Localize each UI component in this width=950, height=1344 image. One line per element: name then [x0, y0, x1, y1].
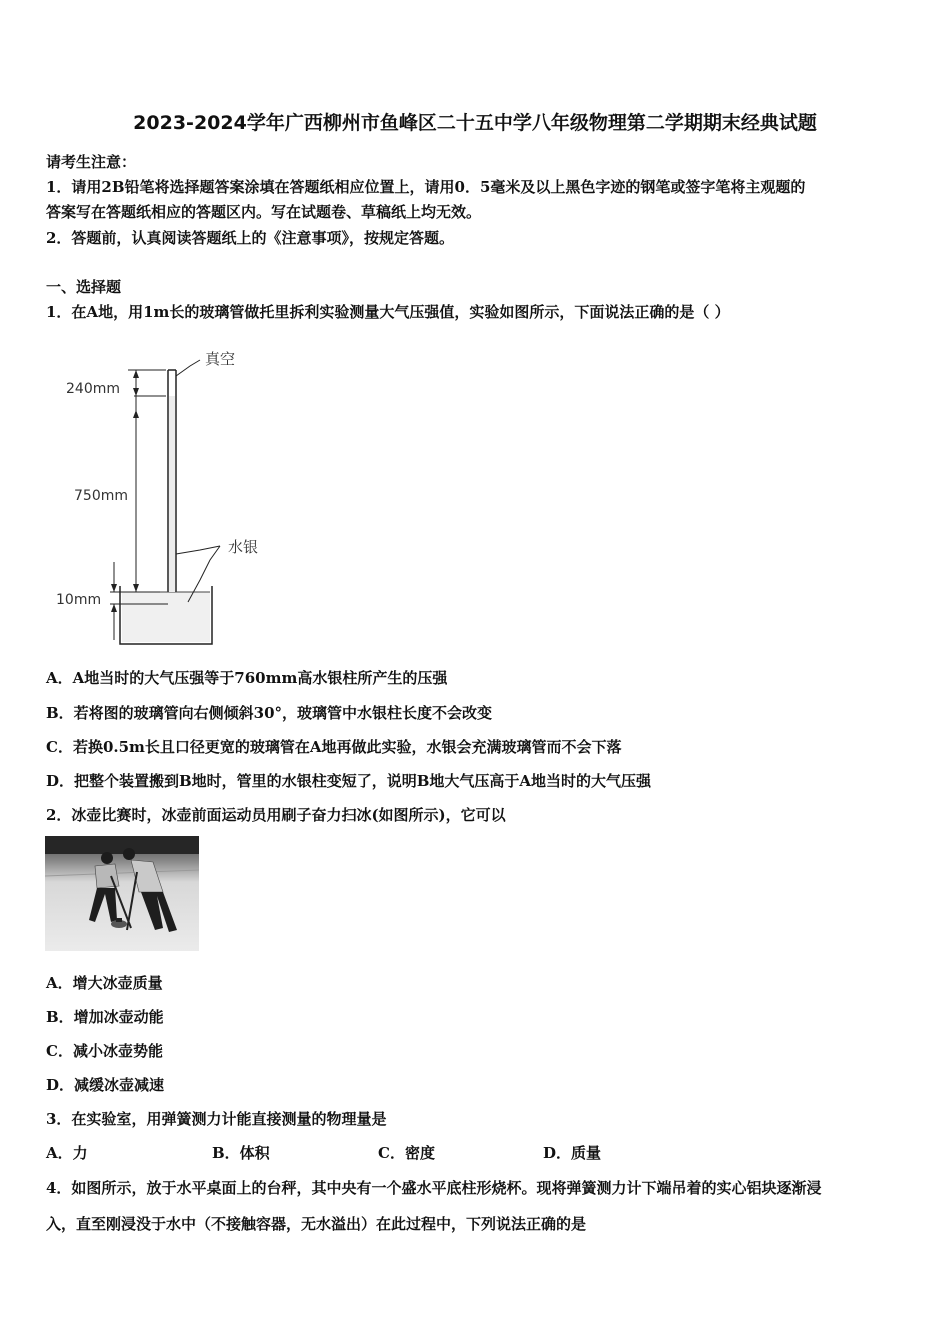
q1-option-a: A．A地当时的大气压强等于760mm高水银柱所产生的压强: [46, 669, 448, 687]
arrow-750-up: [133, 410, 139, 418]
notice-item-1-line-1: 1．请用2B铅笔将选择题答案涂填在答题纸相应位置上，请用0．5毫米及以上黑色字迹的钢笔或签字笔将主观题的: [46, 178, 806, 196]
q2-stem: 2．冰壶比赛时，冰壶前面运动员用刷子奋力扫冰(如图所示)，它可以: [46, 806, 506, 824]
label-10mm: 10mm: [56, 592, 102, 608]
notice-heading: 请考生注意：: [46, 153, 137, 171]
q3-option-b: B．体积: [212, 1144, 270, 1162]
q3-option-d: D．质量: [543, 1144, 602, 1162]
q3-stem: 3．在实验室，用弹簧测力计能直接测量的物理量是: [46, 1110, 387, 1128]
mercury-column: [169, 396, 175, 592]
sweeper-left-body: [95, 864, 119, 888]
mercury-leader-1: [176, 546, 220, 554]
arrow-10-down: [111, 584, 117, 592]
q1-option-d: D．把整个装置搬到B地时，管里的水银柱变短了，说明B地大气压高于A地当时的大气压强: [46, 772, 652, 790]
vacuum-leader-line: [176, 360, 200, 376]
q2-option-b: B．增加冰壶动能: [46, 1008, 164, 1026]
q1-option-c: C．若换0.5m长且口径更宽的玻璃管在A地再做此实验，水银会充满玻璃管而不会下落: [46, 738, 622, 756]
sweeper-right-head: [123, 848, 135, 860]
q1-stem: 1．在A地，用1m长的玻璃管做托里拆利实验测量大气压强值，实验如图所示，下面说法正确的是（ ）: [46, 303, 730, 321]
q4-stem-line-2: 入，直至刚浸没于水中（不接触容器，无水溢出）在此过程中，下列说法正确的是: [46, 1215, 587, 1233]
q4-stem-line-1: 4．如图所示，放于水平桌面上的台秤，其中央有一个盛水平底柱形烧杯。现将弹簧测力计下端吊着的实心铝块逐渐浸: [46, 1179, 822, 1197]
q3-option-a: A．力: [46, 1144, 88, 1162]
q2-option-d: D．减缓冰壶减速: [46, 1076, 165, 1094]
q1-option-b: B．若将图的玻璃管向右侧倾斜30°，玻璃管中水银柱长度不会改变: [46, 704, 493, 722]
arrow-10-up: [111, 604, 117, 612]
q2-option-a: A．增大冰壶质量: [46, 974, 163, 992]
torricelli-figure: [50, 340, 290, 650]
notice-item-2: 2．答题前，认真阅读答题纸上的《注意事项》，按规定答题。: [46, 229, 454, 247]
arrow-750-down: [133, 584, 139, 592]
arena-wall: [45, 836, 199, 854]
mercury-label: 水银: [228, 538, 259, 556]
label-240mm: 240mm: [66, 381, 120, 397]
arrow-240-down: [133, 388, 139, 396]
section-heading: 一、选择题: [46, 278, 122, 296]
label-750mm: 750mm: [74, 488, 128, 504]
q3-option-c: C．密度: [378, 1144, 435, 1162]
q2-option-c: C．减小冰壶势能: [46, 1042, 163, 1060]
arrow-240-up: [133, 370, 139, 378]
sweeper-left-head: [101, 852, 113, 864]
notice-item-1-line-2: 答案写在答题纸相应的答题区内。写在试题卷、草稿纸上均无效。: [46, 203, 482, 221]
curling-photo: [45, 836, 199, 951]
curling-stone-handle: [116, 918, 122, 922]
vacuum-label: 真空: [205, 350, 236, 368]
page-title: 2023-2024学年广西柳州市鱼峰区二十五中学八年级物理第二学期期末经典试题: [133, 112, 817, 134]
mercury-pool: [122, 592, 210, 642]
